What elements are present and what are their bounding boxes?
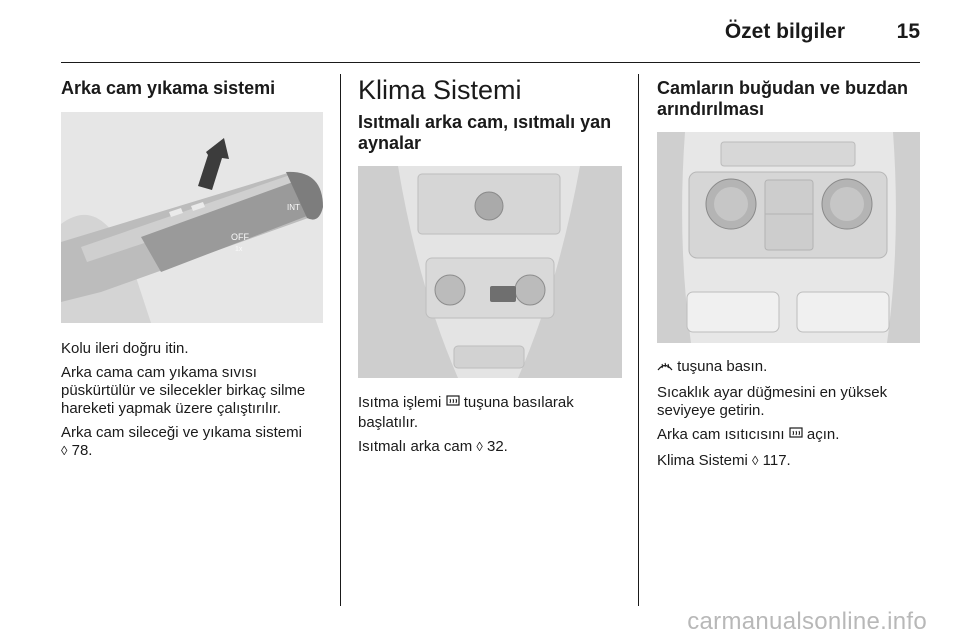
text-rear-heater-b: açın. [806, 426, 840, 443]
figure-label-1x: 1x [235, 246, 243, 253]
text-heated-rear-window-reference [358, 438, 622, 456]
watermark: carmanualsonline.info [687, 608, 927, 635]
section-heading-rear-washer: Arka cam yıkama sistemi [61, 78, 276, 98]
text-rear-heater-a: Arka cam ısıtıcısını [657, 426, 785, 443]
text-climate-reference [657, 452, 920, 470]
text-push-lever: Kolu ileri doğru itin. [61, 340, 189, 357]
column-demisting [657, 74, 920, 470]
page-reference-number: 117. [762, 452, 791, 469]
wiper-stalk-figure [61, 112, 323, 323]
text-rear-heater-on [657, 426, 920, 446]
reference-text: Isıtmalı arka cam [358, 438, 473, 455]
page-number: 15 [896, 20, 920, 43]
page-reference-symbol: ◊ [476, 439, 483, 454]
text-washer-reference [61, 424, 323, 460]
page-reference-symbol: ◊ [61, 443, 68, 458]
windshield-defrost-icon [657, 359, 673, 378]
figure-label-int: INT [287, 203, 300, 212]
page-reference-number: 32. [486, 438, 508, 455]
text-heating-start [358, 394, 622, 432]
text-temperature-max: Sıcaklık ayar düğmesini en yüksek seviyeye getirin. [657, 384, 888, 419]
text-defrost-press [657, 358, 920, 378]
figure-label-off: OFF [231, 232, 249, 242]
center-console-figure [358, 166, 622, 378]
rear-window-heater-icon [789, 427, 803, 446]
column-divider-2 [638, 74, 639, 606]
page-header [0, 0, 960, 64]
text-heating-a: Isıtma işlemi [358, 394, 442, 411]
header-rule [61, 62, 920, 63]
text-defrost-b: tuşuna basın. [677, 358, 768, 375]
column-divider-1 [340, 74, 341, 606]
chapter-title: Klima Sistemi [358, 75, 522, 105]
page-reference-number: 78. [71, 442, 93, 459]
header-title: Özet bilgiler [724, 20, 845, 43]
climate-control-figure [657, 132, 920, 343]
column-rear-washer [61, 74, 323, 460]
reference-text: Arka cam sileceği ve yıkama sistemi [61, 424, 302, 441]
subheading-heated-rear-window: Isıtmalı arka cam, ısıtmalı yan aynalar [358, 112, 612, 153]
reference-text: Klima Sistemi [657, 452, 748, 469]
column-climate-system [358, 74, 622, 456]
page-reference-symbol: ◊ [752, 453, 759, 468]
text-heating-b: tuşuna basılarak başlatılır. [358, 394, 574, 431]
text-washer-description: Arka cama cam yıkama sıvısı püskürtülür ve silecekler birkaç silme hareketi yapmak üzere çalıştırılır. [61, 364, 306, 417]
rear-window-heater-icon [446, 395, 460, 414]
section-heading-demisting: Camların buğudan ve buzdan arındırılması [657, 78, 909, 119]
